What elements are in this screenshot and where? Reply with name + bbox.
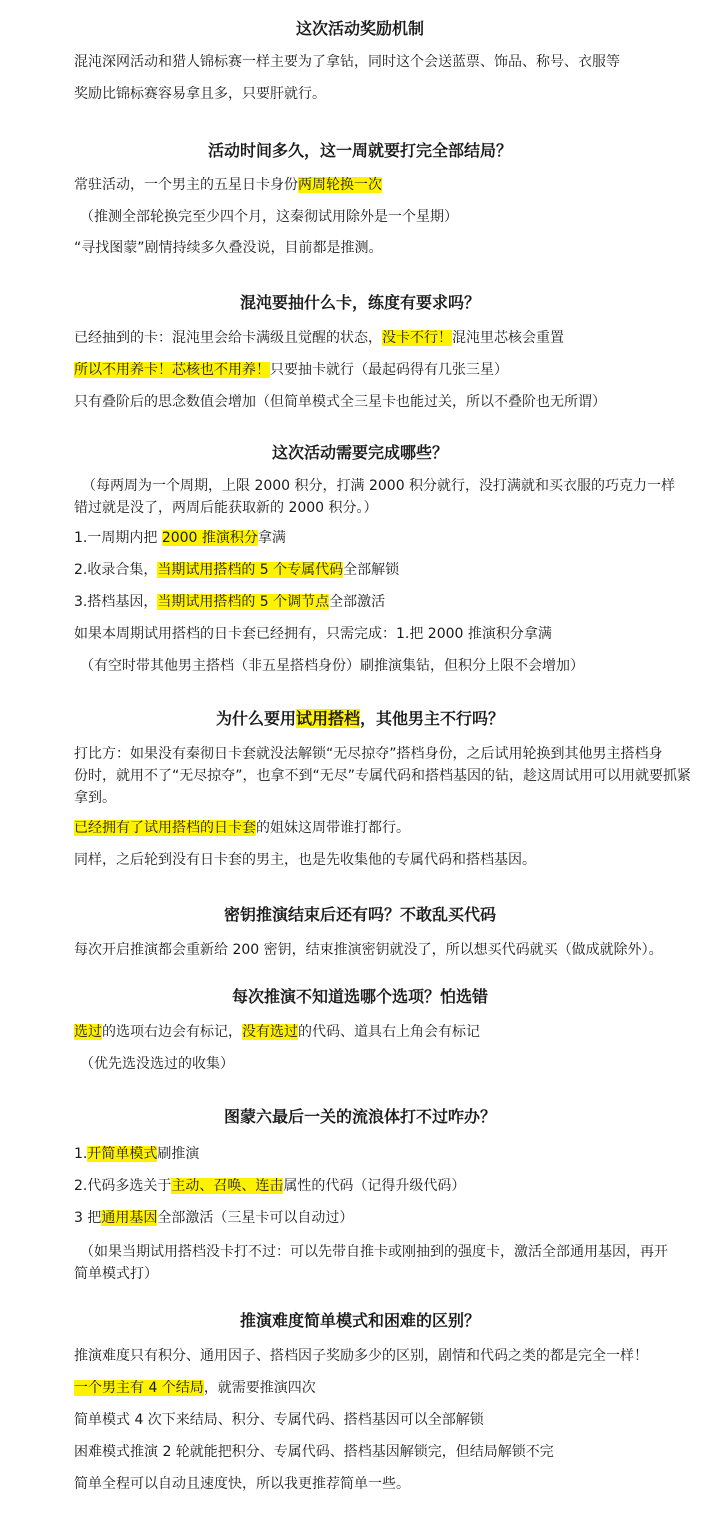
keys-paragraph-1: 每次开启推演都会重新给 200 密钥，结束推演密钥就没了，所以想买代码就买（做成就除外）。 <box>74 942 663 958</box>
section-heading-trial-partner <box>0 708 720 730</box>
cards-text: 混沌里芯核会重置 <box>452 330 564 346</box>
boss-text: 全部激活（三星卡可以自动过） <box>157 1210 354 1226</box>
difficulty-paragraph-1: 推演难度只有积分、通用因子、搭档因子奖励多少的区别，剧情和代码之类的都是完全一样！ <box>74 1348 648 1364</box>
section-heading-duration: 活动时间多久，这一周就要打完全部结局？ <box>207 141 512 160</box>
tasks-highlight: 当期试用搭档的 5 个调节点 <box>157 594 330 610</box>
trial-paragraph-line-3: 拿到。 <box>74 790 116 806</box>
boss-text: 2.代码多选关于 <box>74 1178 172 1194</box>
heading-highlight: 试用搭档 <box>295 709 360 728</box>
rewards-paragraph-1: 混沌深网活动和猎人锦标赛一样主要为了拿钻，同时这个会送蓝票、饰品、称号、衣服等 <box>74 54 620 70</box>
cards-highlight: 所以不用养卡！芯核也不用养！ <box>74 362 270 378</box>
section-heading-options: 每次推演不知道选哪个选项？怕选错 <box>231 987 488 1006</box>
heading-text: ，其他男主不行吗？ <box>360 709 505 728</box>
tasks-paragraph-2: 如果本周期试用搭档的日卡套已经拥有，只需完成：1.把 2000 推演积分拿满 <box>74 626 552 642</box>
options-text: 的代码、道具右上角会有标记 <box>298 1024 480 1040</box>
tasks-highlight: 当期试用搭档的 5 个专属代码 <box>157 562 344 578</box>
cards-paragraph-1 <box>74 328 564 348</box>
section-heading-cards: 混沌要抽什么卡，练度有要求吗？ <box>239 293 480 312</box>
boss-highlight: 主动、召唤、连击 <box>171 1178 284 1194</box>
trial-text: 的姐妹这周带谁打都行。 <box>256 820 410 836</box>
section-heading-rewards: 这次活动奖励机制 <box>295 19 424 38</box>
duration-text: 常驻活动，一个男主的五星日卡身份 <box>74 177 298 193</box>
tasks-text: 全部激活 <box>329 594 386 610</box>
cards-text: 只要抽卡就行（最起码得有几张三星） <box>270 362 508 378</box>
tasks-text: 全部解锁 <box>343 562 400 578</box>
options-paragraph-1 <box>74 1022 480 1042</box>
tasks-item-3 <box>74 592 385 612</box>
tasks-text: 1.一周期内把 <box>74 530 162 546</box>
tasks-text: 2.收录合集， <box>74 562 158 578</box>
section-heading-tasks: 这次活动需要完成哪些？ <box>271 443 448 462</box>
boss-text: 1. <box>74 1146 88 1162</box>
duration-paragraph-3: “寻找图蒙”剧情持续多久叠没说，目前都是推测。 <box>74 240 383 256</box>
trial-paragraph-line-1: 打比方：如果没有秦彻日卡套就没法解锁“无尽掠夺”搭档身份，之后试用轮换到其他男主搭档身 <box>74 746 663 762</box>
duration-highlight: 两周轮换一次 <box>298 177 382 193</box>
boss-highlight: 通用基因 <box>101 1210 158 1226</box>
cards-highlight: 没卡不行！ <box>382 330 452 346</box>
section-heading-keys: 密钥推演结束后还有吗？不敢乱买代码 <box>223 905 496 924</box>
options-paragraph-2: （优先选没选过的收集） <box>80 1056 234 1072</box>
difficulty-text: ，就需要推演四次 <box>203 1380 316 1396</box>
trial-paragraph-line-2: 份时，就用不了“无尽掠夺”，也拿不到“无尽”专属代码和搭档基因的钻，趁这周试用可以用就要抓紧 <box>74 768 692 784</box>
tasks-highlight: 2000 推演积分 <box>161 530 258 546</box>
rewards-paragraph-2: 奖励比锦标赛容易拿且多，只要肝就行。 <box>74 86 326 102</box>
difficulty-highlight: 一个男主有 4 个结局 <box>74 1380 204 1396</box>
tasks-note-line-1: （每两周为一个周期，上限 2000 积分，打满 2000 积分就行，没打满就和买衣服的巧克力一样 <box>82 478 676 494</box>
trial-paragraph-3: 同样，之后轮到没有日卡套的男主，也是先收集他的专属代码和搭档基因。 <box>74 852 536 868</box>
options-highlight: 选过 <box>74 1024 102 1040</box>
options-text: 的选项右边会有标记， <box>102 1024 242 1040</box>
tasks-note-line-2: 错过就是没了，两周后能获取新的 2000 积分。） <box>74 500 378 516</box>
boss-text: 属性的代码（记得升级代码） <box>283 1178 466 1194</box>
boss-text: 3 把 <box>74 1210 102 1226</box>
tasks-item-1 <box>74 528 286 548</box>
cards-paragraph-2 <box>74 360 508 380</box>
difficulty-paragraph-5: 简单全程可以自动且速度快，所以我更推荐简单一些。 <box>74 1476 410 1492</box>
trial-highlight: 已经拥有了试用搭档的日卡套 <box>74 820 256 836</box>
duration-paragraph-2: （推测全部轮换完至少四个月，这秦彻试用除外是一个星期） <box>80 209 458 225</box>
tasks-item-2 <box>74 560 399 580</box>
duration-paragraph-1 <box>74 175 382 195</box>
boss-highlight: 开简单模式 <box>87 1146 158 1162</box>
difficulty-paragraph-3: 简单模式 4 次下来结局、积分、专属代码、搭档基因可以全部解锁 <box>74 1412 484 1428</box>
cards-paragraph-3: 只有叠阶后的思念数值会增加（但简单模式全三星卡也能过关，所以不叠阶也无所谓） <box>74 394 606 410</box>
boss-item-3 <box>74 1208 353 1228</box>
difficulty-paragraph-2 <box>74 1378 316 1398</box>
trial-paragraph-2 <box>74 818 410 838</box>
boss-item-2 <box>74 1176 465 1196</box>
section-heading-difficulty: 推演难度简单模式和困难的区别？ <box>239 1311 480 1330</box>
tasks-text: 3.搭档基因， <box>74 594 158 610</box>
tasks-paragraph-3: （有空时带其他男主搭档（非五星搭档身份）刷推演集钻，但积分上限不会增加） <box>80 658 584 674</box>
boss-note-line-1: （如果当期试用搭档没卡打不过：可以先带自推卡或刚抽到的强度卡，激活全部通用基因，再开 <box>80 1244 668 1260</box>
difficulty-paragraph-4: 困难模式推演 2 轮就能把积分、专属代码、搭档基因解锁完，但结局解锁不完 <box>74 1444 554 1460</box>
tasks-text: 拿满 <box>257 530 286 546</box>
boss-text: 刷推演 <box>157 1146 200 1162</box>
boss-note-line-2: 简单模式打） <box>74 1266 158 1282</box>
options-highlight: 没有选过 <box>242 1024 298 1040</box>
boss-item-1 <box>74 1144 199 1164</box>
cards-text: 已经抽到的卡：混沌里会给卡满级且觉醒的状态， <box>74 330 382 346</box>
heading-text: 为什么要用 <box>215 709 296 728</box>
section-heading-boss: 图蒙六最后一关的流浪体打不过咋办？ <box>223 1107 496 1126</box>
